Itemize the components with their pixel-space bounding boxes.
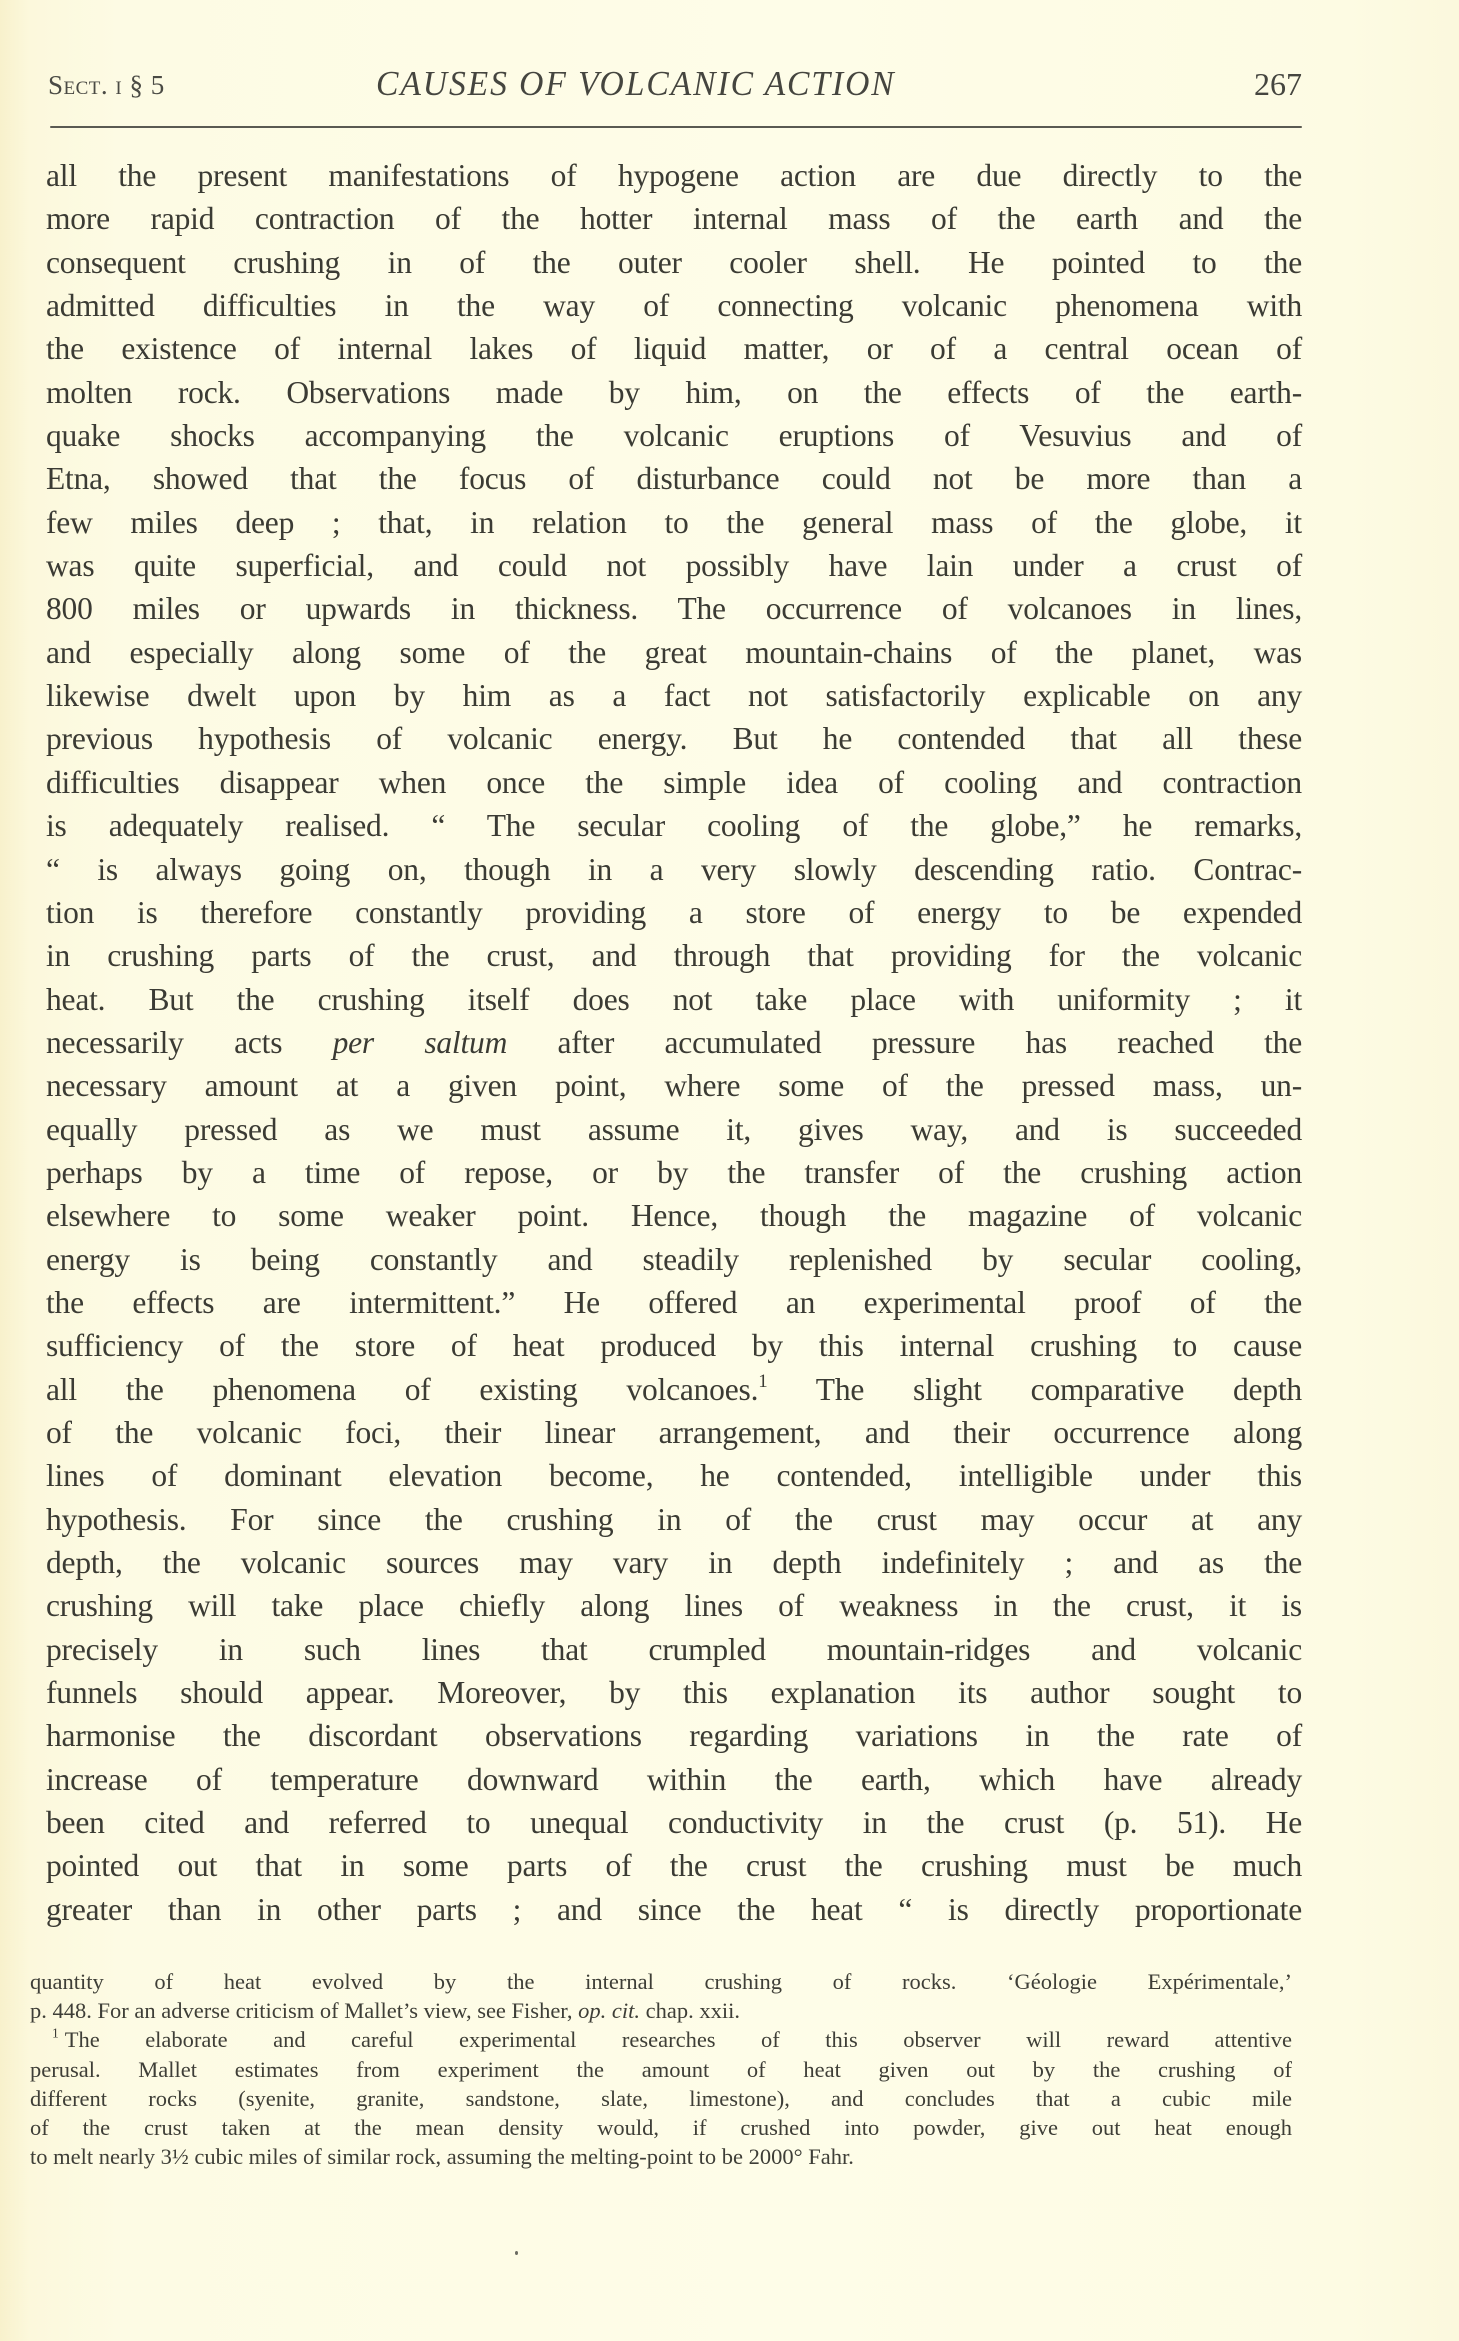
body-line: consequent crushing in of the outer cooler shell. He pointed to the	[46, 244, 1302, 280]
body-line: and especially along some of the great mountain-chains of the planet, was	[46, 634, 1302, 670]
text-segment: p. 448. For an adverse criticism of Mallet’s view, see Fisher,	[30, 1998, 579, 2024]
text-segment: The elaborate and careful experimental researches of this observer will reward attentive	[64, 2027, 1292, 2053]
body-line: increase of temperature downward within the earth, which have already	[46, 1761, 1302, 1797]
body-line: is adequately realised. “ The secular cooling of the globe,” he remarks,	[46, 808, 1302, 844]
body-line: energy is being constantly and steadily replenished by secular cooling,	[46, 1241, 1302, 1277]
body-line: all the present manifestations of hypogene action are due directly to the	[46, 158, 1302, 193]
body-line	[46, 1021, 1302, 1064]
text-segment: necessarily acts	[46, 1024, 333, 1060]
footnote-1-line: perusal. Mallet estimates from experiment the amount of heat given out by the crushing of	[30, 2056, 1292, 2082]
footnote-1-line: of the crust taken at the mean density would, if crushed into powder, give out heat enough	[30, 2114, 1292, 2140]
body-line: harmonise the discordant observations regarding variations in the rate of	[46, 1718, 1302, 1754]
body-line: necessary amount at a given point, where some of the pressed mass, un-	[46, 1068, 1302, 1104]
footnote-1-line: different rocks (syenite, granite, sandstone, slate, limestone), and concludes that a cubic mile	[30, 2085, 1292, 2111]
body-line: 800 miles or upwards in thickness. The occurrence of volcanoes in lines,	[46, 591, 1302, 627]
body-text	[46, 154, 1302, 1931]
body-line: molten rock. Observations made by him, on the effects of the earth-	[46, 374, 1302, 410]
body-line: likewise dwelt upon by him as a fact not satisfactorily explicable on any	[46, 678, 1302, 714]
footnote-continued-line: quantity of heat evolved by the internal crushing of rocks. ‘Géologie Expérimentale,’	[30, 1969, 1292, 1994]
text-segment: all the phenomena of existing volcanoes.	[46, 1371, 759, 1407]
body-line: greater than in other parts ; and since the heat “ is directly proportionate	[46, 1891, 1302, 1927]
body-line: pointed out that in some parts of the crust the crushing must be much	[46, 1848, 1302, 1884]
footnote-marker: 1	[52, 2025, 59, 2041]
text-segment: The slight comparative depth	[767, 1371, 1302, 1407]
body-line: more rapid contraction of the hotter internal mass of the earth and the	[46, 201, 1302, 237]
body-line: few miles deep ; that, in relation to the general mass of the globe, it	[46, 504, 1302, 540]
body-line	[46, 1368, 1302, 1411]
body-line: been cited and referred to unequal conductivity in the crust (p. 51). He	[46, 1805, 1302, 1841]
header-rule	[50, 126, 1302, 128]
body-line: “ is always going on, though in a very slowly descending ratio. Contrac-	[46, 851, 1302, 887]
text-segment: after accumulated pressure has reached the	[507, 1024, 1302, 1060]
running-title: CAUSES OF VOLCANIC ACTION	[376, 64, 896, 103]
body-line: hypothesis. For since the crushing in of the crust may occur at any	[46, 1501, 1302, 1537]
footnote-reference[interactable]: 1	[758, 1370, 768, 1392]
footnote-continued-line	[30, 1996, 1277, 2025]
body-line: quake shocks accompanying the volcanic eruptions of Vesuvius and of	[46, 418, 1302, 454]
body-line: admitted difficulties in the way of connecting volcanic phenomena with	[46, 288, 1302, 324]
body-line: depth, the volcanic sources may vary in depth indefinitely ; and as the	[46, 1545, 1302, 1580]
text-segment: chap. xxii.	[640, 1998, 741, 2024]
italic-phrase: op. cit.	[578, 1998, 641, 2024]
body-line: heat. But the crushing itself does not take place with uniformity ; it	[46, 981, 1302, 1017]
print-speck	[515, 2251, 518, 2255]
body-line: crushing will take place chiefly along lines of weakness in the crust, it is	[46, 1588, 1302, 1624]
italic-phrase: per saltum	[332, 1024, 508, 1060]
body-line: equally pressed as we must assume it, gives way, and is succeeded	[46, 1111, 1302, 1147]
body-line: previous hypothesis of volcanic energy. But he contended that all these	[46, 721, 1302, 757]
body-line: difficulties disappear when once the simple idea of cooling and contraction	[46, 764, 1302, 800]
footnote-1-line: to melt nearly 3½ cubic miles of similar rock, assuming the melting-point to be 2000° Fahr.	[30, 2144, 854, 2170]
body-line: funnels should appear. Moreover, by this explanation its author sought to	[46, 1675, 1302, 1711]
page-number: 267	[1254, 66, 1302, 102]
body-line: sufficiency of the store of heat produced by this internal crushing to cause	[46, 1328, 1302, 1364]
body-line: tion is therefore constantly providing a store of energy to be expended	[46, 894, 1302, 930]
body-line: was quite superficial, and could not possibly have lain under a crust of	[46, 548, 1302, 584]
section-reference: Sect. i § 5	[48, 70, 165, 100]
footnote-1-line	[30, 2025, 1292, 2054]
body-line: perhaps by a time of repose, or by the transfer of the crushing action	[46, 1154, 1302, 1190]
body-line: precisely in such lines that crumpled mountain-ridges and volcanic	[46, 1631, 1302, 1667]
body-line: of the volcanic foci, their linear arrangement, and their occurrence along	[46, 1414, 1302, 1450]
body-line: in crushing parts of the crust, and through that providing for the volcanic	[46, 938, 1302, 974]
body-line: the existence of internal lakes of liquid matter, or of a central ocean of	[46, 331, 1302, 367]
body-line: elsewhere to some weaker point. Hence, though the magazine of volcanic	[46, 1198, 1302, 1234]
body-line: Etna, showed that the focus of disturbance could not be more than a	[46, 461, 1302, 497]
body-line: the effects are intermittent.” He offered an experimental proof of the	[46, 1284, 1302, 1320]
body-line: lines of dominant elevation become, he contended, intelligible under this	[46, 1458, 1302, 1494]
running-head	[48, 62, 1302, 106]
footnotes	[30, 1967, 1292, 2171]
